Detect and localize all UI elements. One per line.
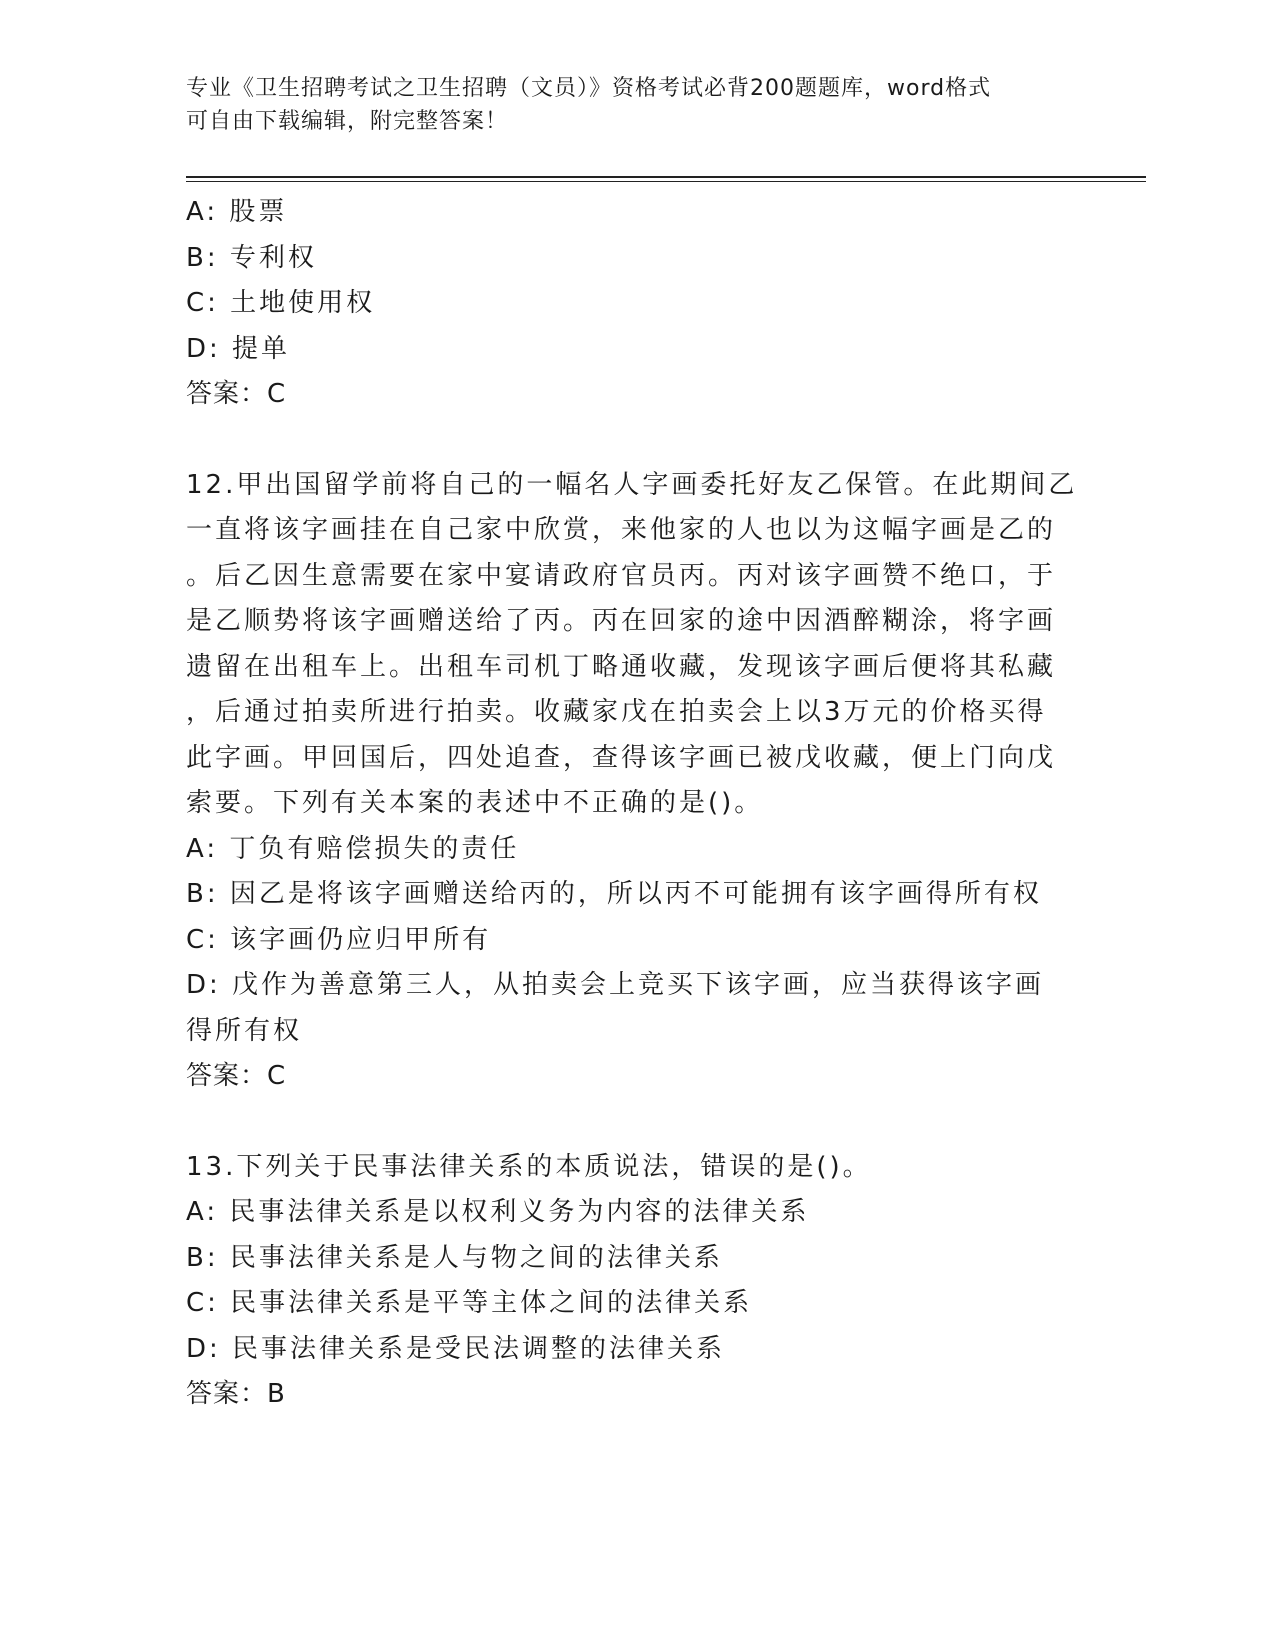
document-header xyxy=(186,72,1066,138)
option-b: B: 民事法律关系是人与物之间的法律关系 xyxy=(186,1242,723,1273)
option-b: B: 专利权 xyxy=(186,242,317,273)
question-stem-line: 一直将该字画挂在自己家中欣赏，来他家的人也以为这幅字画是乙的 xyxy=(186,515,1057,545)
option-d: D: 戊作为善意第三人，从拍卖会上竞买下该字画，应当获得该字画得所有权 xyxy=(186,970,1045,1046)
question-stem-line: 12.甲出国留学前将自己的一幅名人字画委托好友乙保管。在此期间乙 xyxy=(186,469,1078,500)
header-title-line-2: 可自由下载编辑，附完整答案！ xyxy=(186,109,509,134)
option-b: B: 因乙是将该字画赠送给丙的，所以丙不可能拥有该字画得所有权 xyxy=(186,879,1042,909)
question-stem-line: ，后通过拍卖所进行拍卖。收藏家戊在拍卖会上以3万元的价格买得 xyxy=(186,697,1047,727)
question-gap xyxy=(186,418,1066,463)
option-d: D: 民事法律关系是受民法调整的法律关系 xyxy=(186,1333,726,1364)
question-stem-line: 遗留在出租车上。出租车司机丁略通收藏，发现该字画后便将其私藏 xyxy=(186,651,1057,682)
header-title-line-1: 专业《卫生招聘考试之卫生招聘（文员）》资格考试必背200题题库，word格式 xyxy=(186,76,992,101)
question-11-tail xyxy=(186,190,1066,418)
option-a: A: 民事法律关系是以权利义务为内容的法律关系 xyxy=(186,1197,810,1227)
question-stem: 13.下列关于民事法律关系的本质说法，错误的是()。 xyxy=(186,1151,872,1182)
question-13 xyxy=(186,1145,1066,1418)
question-gap xyxy=(186,1100,1066,1145)
question-stem-line: 索要。下列有关本案的表述中不正确的是()。 xyxy=(186,788,764,818)
answer: 答案：C xyxy=(186,1061,287,1091)
question-stem-line: 。后乙因生意需要在家中宴请政府官员丙。丙对该字画赞不绝口，于 xyxy=(186,560,1057,591)
option-c: C: 民事法律关系是平等主体之间的法律关系 xyxy=(186,1288,753,1318)
answer: 答案：B xyxy=(186,1379,286,1409)
answer: 答案：C xyxy=(186,379,287,409)
option-d: D: 提单 xyxy=(186,333,291,364)
question-stem-line: 此字画。甲回国后，四处追查，查得该字画已被戊收藏，便上门向戊 xyxy=(186,742,1057,773)
question-12 xyxy=(186,463,1078,1100)
document-body xyxy=(186,190,1078,1418)
option-a: A: 股票 xyxy=(186,197,288,227)
option-c: C: 土地使用权 xyxy=(186,288,376,318)
option-c: C: 该字画仍应归甲所有 xyxy=(186,924,492,955)
option-a: A: 丁负有赔偿损失的责任 xyxy=(186,833,520,864)
header-divider xyxy=(186,176,1146,182)
question-stem-line: 是乙顺势将该字画赠送给了丙。丙在回家的途中因酒醉糊涂，将字画 xyxy=(186,606,1057,636)
